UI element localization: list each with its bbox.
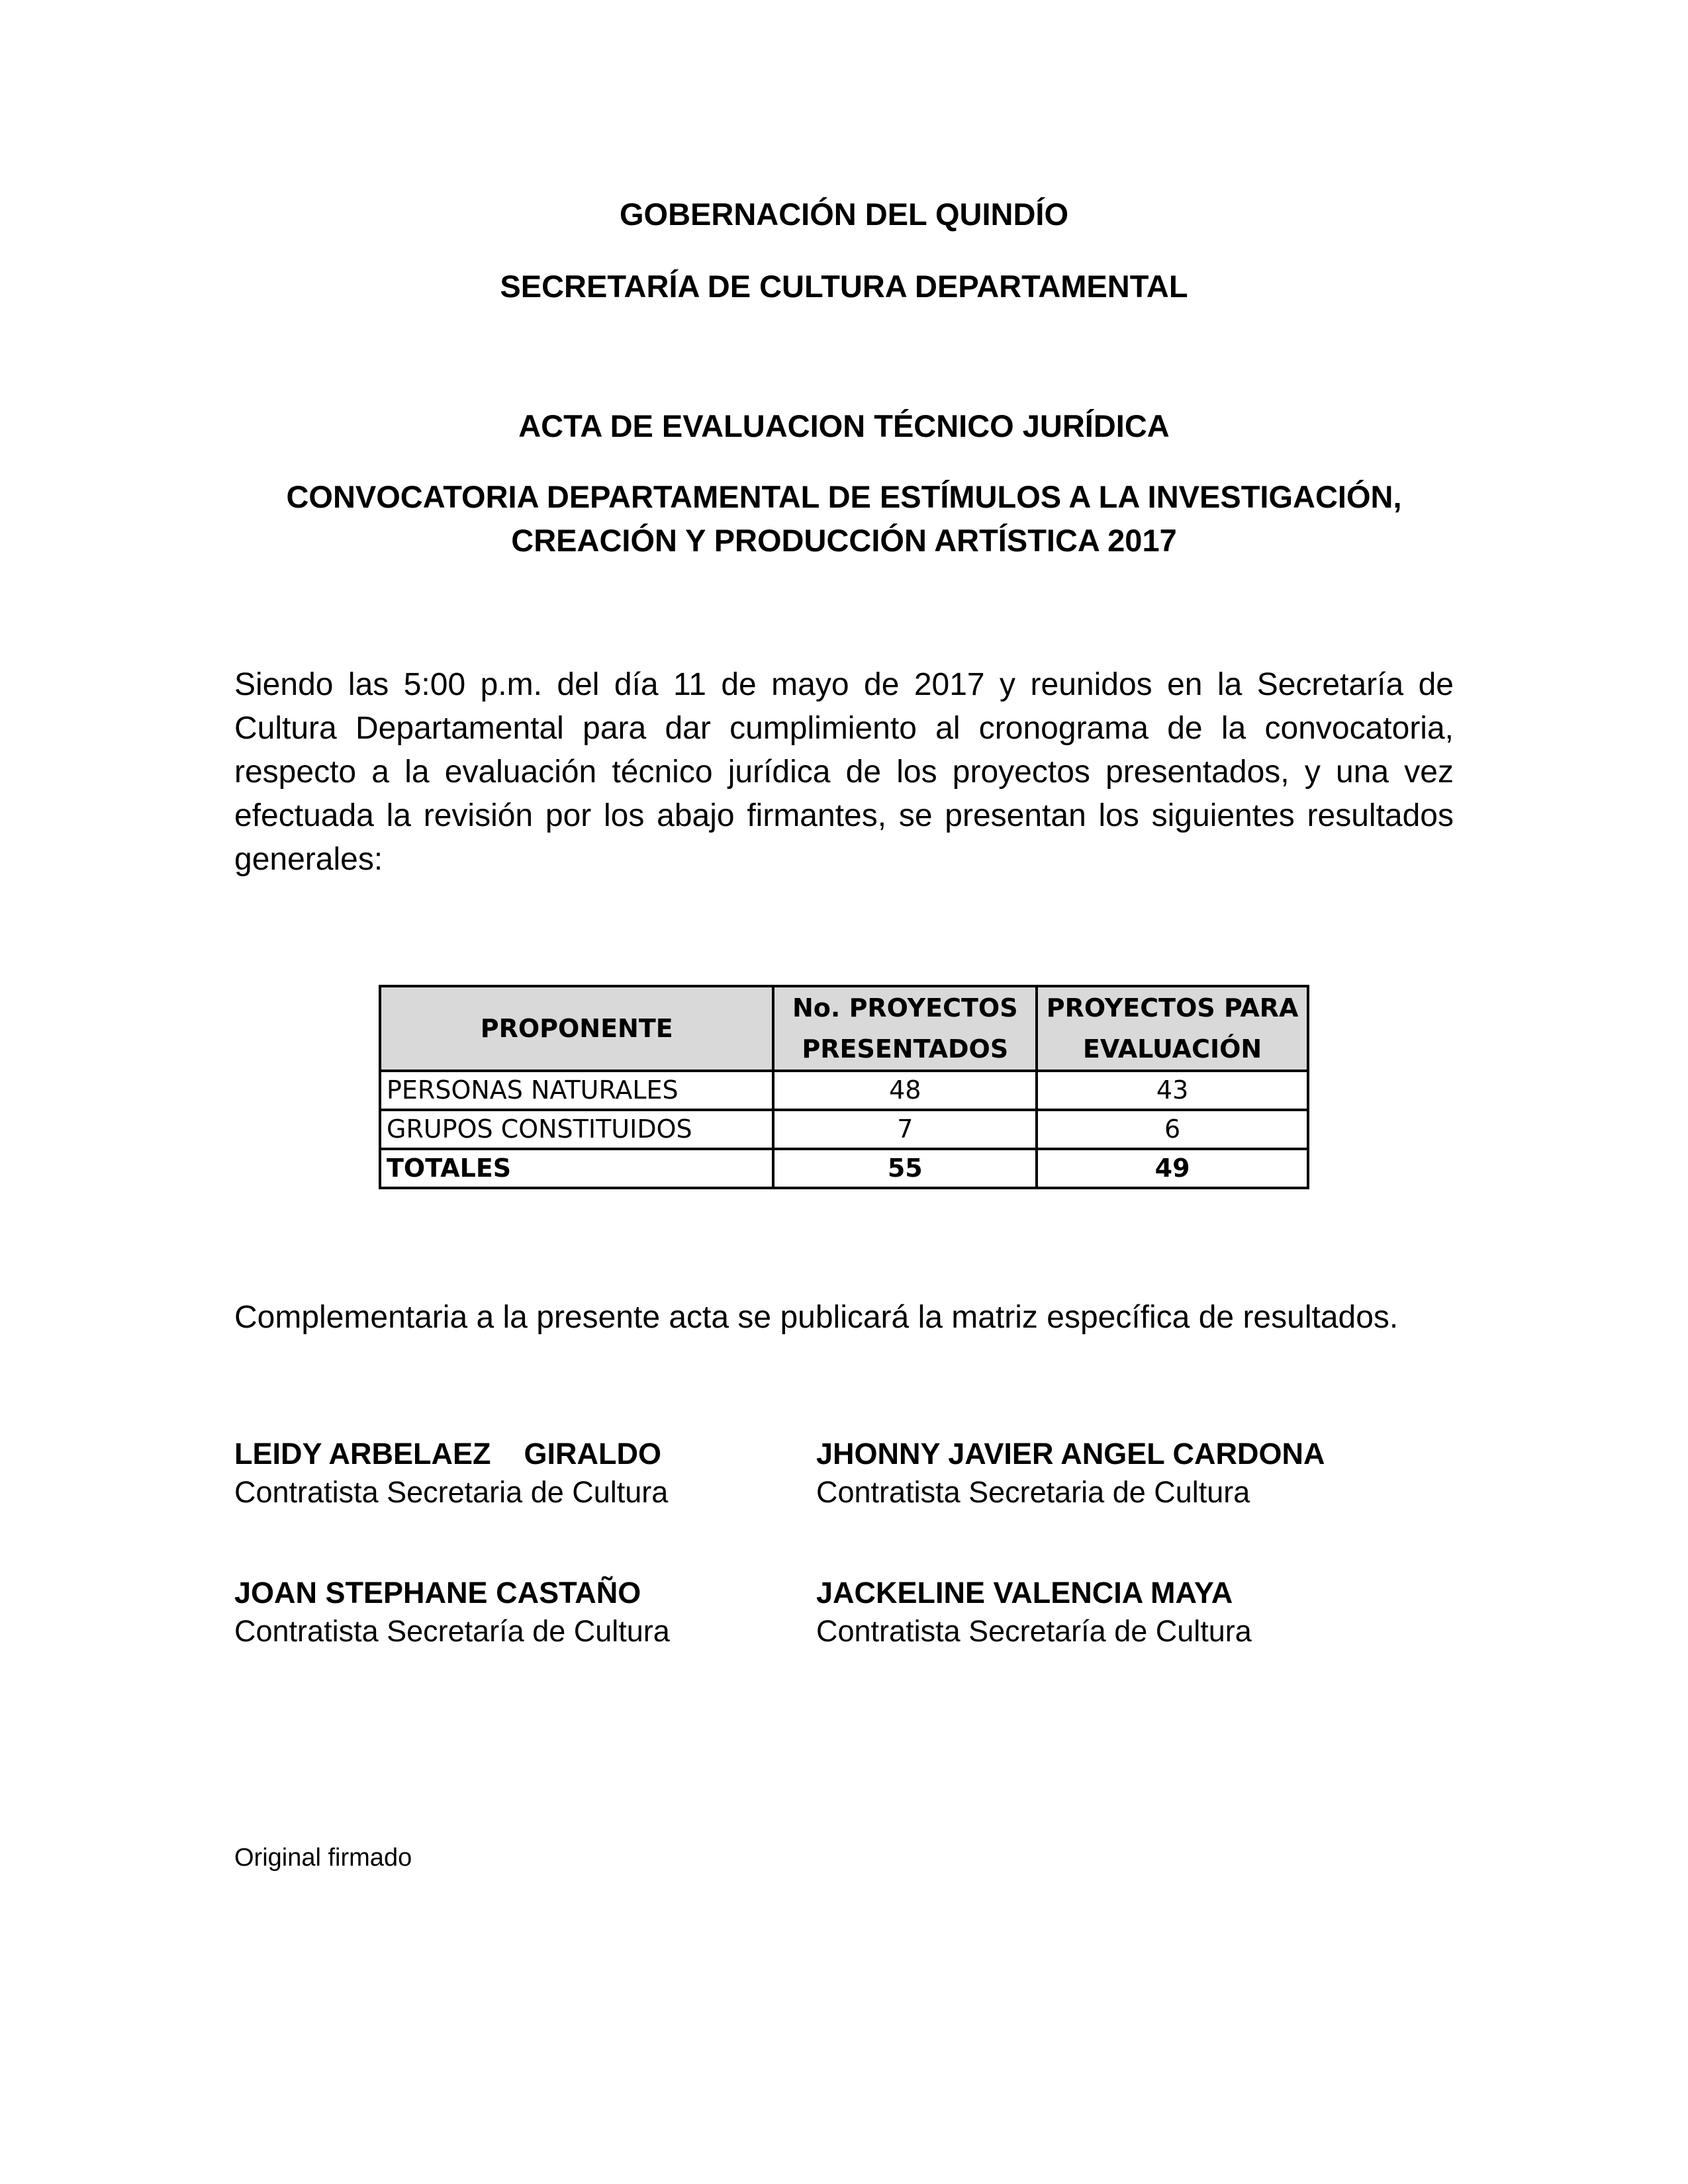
cell-presented: 48 [773,1071,1037,1110]
signer-name: LEIDY ARBELAEZ GIRALDO [234,1437,662,1471]
act-title: ACTA DE EVALUACION TÉCNICO JURÍDICA [518,408,1170,443]
cell-evaluation: 43 [1037,1071,1308,1110]
signer-role: Contratista Secretaría de Cultura [234,1614,670,1648]
signer-name: JACKELINE VALENCIA MAYA [816,1576,1233,1610]
complement-note: Complementaria a la presente acta se publicará la matriz específica de resultados. [234,1300,1399,1335]
intro-paragraph: Siendo las 5:00 p.m. del día 11 de mayo de 2017 y reunidos en la Secretaría de Cultura Departamental para dar cumplimiento al cronograma de la convocatoria, respecto a la evaluación técnico jurídica de los proyectos presentados, y una vez efectuada la revisión por los abajo firmantes, se presentan los siguientes resultados generales: [234,667,1454,877]
department-heading: SECRETARÍA DE CULTURA DEPARTAMENTAL [500,269,1188,304]
header-presented-line1: No. PROYECTOS [792,993,1018,1023]
table-total-row [380,1149,1308,1188]
call-title-line1: CONVOCATORIA DEPARTAMENTAL DE ESTÍMULOS A LA INVESTIGACIÓN, [286,479,1402,514]
header-evaluation-line2: EVALUACIÓN [1082,1034,1262,1064]
cell-presented: 7 [773,1110,1037,1149]
results-table [379,985,1309,1189]
header-presented [773,986,1037,1071]
total-presented: 55 [773,1149,1037,1188]
signer-block [816,1574,1385,1651]
header-proponent: PROPONENTE [380,986,773,1071]
cell-evaluation: 6 [1037,1110,1308,1149]
header-evaluation [1037,986,1308,1071]
table-row [380,1071,1308,1110]
total-label: TOTALES [380,1149,773,1188]
signer-block [234,1435,804,1512]
header-evaluation-line1: PROYECTOS PARA [1046,993,1299,1023]
table-row [380,1110,1308,1149]
call-title-line2: CREACIÓN Y PRODUCCIÓN ARTÍSTICA 2017 [511,523,1177,558]
signer-block [816,1435,1385,1512]
signer-role: Contratista Secretaría de Cultura [816,1614,1252,1648]
cell-proponent: PERSONAS NATURALES [380,1071,773,1110]
organization-heading: GOBERNACIÓN DEL QUINDÍO [619,197,1069,232]
signer-block [234,1574,804,1651]
total-evaluation: 49 [1037,1149,1308,1188]
header-presented-line2: PRESENTADOS [802,1034,1009,1064]
signer-role: Contratista Secretaria de Cultura [816,1475,1250,1509]
signer-name: JHONNY JAVIER ANGEL CARDONA [816,1437,1325,1471]
cell-proponent: GRUPOS CONSTITUIDOS [380,1110,773,1149]
call-title [0,475,1688,563]
table-header-row [380,986,1308,1071]
signer-name: JOAN STEPHANE CASTAÑO [234,1576,641,1610]
original-signed-note: Original firmado [234,1844,412,1872]
signer-role: Contratista Secretaria de Cultura [234,1475,669,1509]
